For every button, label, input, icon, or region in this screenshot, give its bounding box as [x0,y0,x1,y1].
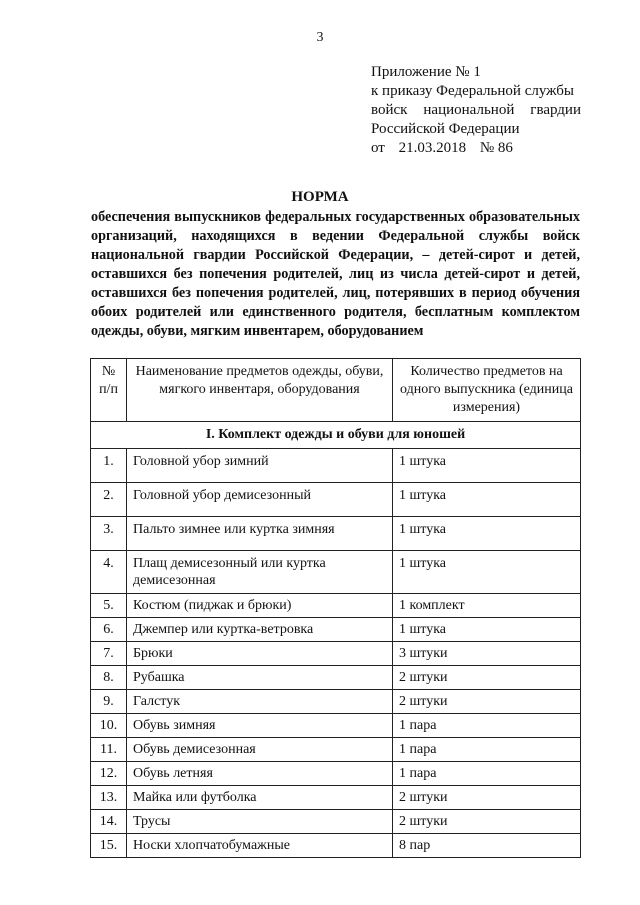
appendix-line-2: к приказу Федеральной службы [371,83,575,99]
cell-num: 13. [91,786,127,810]
cell-num: 5. [91,594,127,618]
table-row [91,618,581,642]
cell-name: Обувь демисезонная [127,738,393,762]
header-num: № п/п [91,359,127,422]
cell-name: Плащ демисезонный или куртка демисезонная [127,551,393,594]
table-row [91,690,581,714]
section-title: I. Комплект одежды и обуви для юношей [91,422,581,449]
cell-name: Майка или футболка [127,786,393,810]
cell-qty: 1 комплект [393,594,581,618]
order-prefix: от [371,140,385,156]
cell-name: Костюм (пиджак и брюки) [127,594,393,618]
table-row [91,449,581,483]
table-row [91,714,581,738]
cell-qty: 2 штуки [393,810,581,834]
order-number: № 86 [479,140,513,156]
table-row [91,551,581,594]
cell-name: Носки хлопчатобумажные [127,834,393,858]
document-title: НОРМА [291,189,349,205]
cell-qty: 1 пара [393,714,581,738]
cell-name: Трусы [127,810,393,834]
cell-qty: 8 пар [393,834,581,858]
table-header-row [91,359,581,422]
cell-name: Рубашка [127,666,393,690]
cell-num: 12. [91,762,127,786]
cell-qty: 1 штука [393,449,581,483]
table-row [91,762,581,786]
cell-qty: 1 штука [393,618,581,642]
cell-num: 11. [91,738,127,762]
table-row [91,666,581,690]
cell-qty: 2 штуки [393,786,581,810]
cell-num: 4. [91,551,127,594]
cell-name: Пальто зимнее или куртка зимняя [127,517,393,551]
appendix-line-3 [371,101,581,120]
header-qty: Количество предметов на одного выпускника (единица измерения) [393,359,581,422]
cell-qty: 1 штука [393,551,581,594]
cell-num: 3. [91,517,127,551]
table-row [91,810,581,834]
cell-num: 9. [91,690,127,714]
cell-name: Головной убор зимний [127,449,393,483]
cell-num: 14. [91,810,127,834]
cell-qty: 2 штуки [393,690,581,714]
document-subtitle: обеспечения выпускников федеральных государственных образовательных организаций, находящихся в ведении Федеральной службы войск национальной гвардии Российской Федерации, – детей-сирот и детей, оставшихся без попечения родителей, лиц из числа детей-сирот и детей, оставшихся без попечения родителей, лиц, потерявших в период обучения обоих родителей или единственного родителя, бесплатным комплектом одежды, обуви, мягким инвентарем, оборудованием [91,209,580,339]
table-row [91,594,581,618]
table-row [91,738,581,762]
cell-qty: 1 пара [393,762,581,786]
table-row [91,642,581,666]
cell-name: Джемпер или куртка-ветровка [127,618,393,642]
table-row [91,834,581,858]
cell-num: 8. [91,666,127,690]
page-number: 3 [316,30,324,45]
cell-qty: 1 пара [393,738,581,762]
appendix-order-line [371,139,581,158]
cell-num: 15. [91,834,127,858]
cell-qty: 3 штуки [393,642,581,666]
table-row [91,786,581,810]
header-name: Наименование предметов одежды, обуви, мягкого инвентаря, оборудования [127,359,393,422]
cell-name: Галстук [127,690,393,714]
order-date: 21.03.2018 [398,140,467,156]
appendix-block [371,63,581,158]
appendix-word: войск [371,102,408,118]
cell-num: 1. [91,449,127,483]
cell-qty: 1 штука [393,483,581,517]
appendix-word: гвардии [530,102,581,118]
appendix-word: национальной [423,102,515,118]
cell-name: Брюки [127,642,393,666]
appendix-line-4: Российской Федерации [371,121,520,137]
cell-name: Головной убор демисезонный [127,483,393,517]
section-row [91,422,581,449]
cell-qty: 2 штуки [393,666,581,690]
cell-num: 6. [91,618,127,642]
cell-num: 10. [91,714,127,738]
norm-table [90,358,581,858]
cell-name: Обувь летняя [127,762,393,786]
table-row [91,483,581,517]
appendix-line-1: Приложение № 1 [371,64,481,80]
cell-num: 2. [91,483,127,517]
cell-name: Обувь зимняя [127,714,393,738]
cell-qty: 1 штука [393,517,581,551]
cell-num: 7. [91,642,127,666]
table-row [91,517,581,551]
